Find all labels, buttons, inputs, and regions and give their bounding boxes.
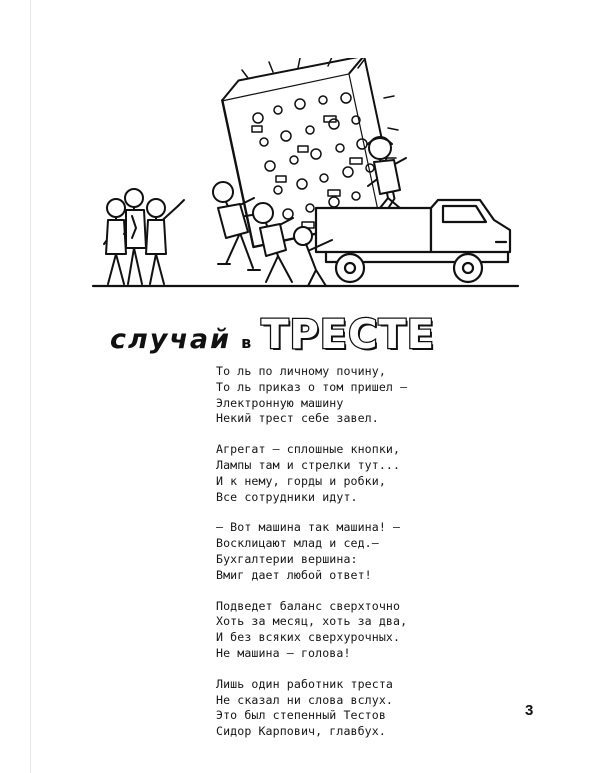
stanza: [216, 677, 516, 740]
poem-line: Сидор Карпович, главбух.: [216, 724, 386, 739]
poem-line: То ль приказ о том пришел —: [216, 379, 408, 394]
watching-group: [104, 189, 184, 284]
stanza: [216, 442, 516, 505]
poem-line: Лишь один работник треста: [216, 676, 394, 691]
poem-line: Не сказал ни слова вслух.: [216, 692, 394, 707]
poem-line: Хоть за месяц, хоть за два,: [216, 614, 408, 629]
stanza: [216, 599, 516, 662]
poem-body: [216, 364, 516, 755]
poem-line: Все сотрудники идут.: [216, 489, 358, 504]
poem-line: Некий трест себе завел.: [216, 411, 379, 426]
poem-line: — Вот машина так машина! —: [216, 520, 401, 535]
truck: [316, 200, 510, 282]
computer-truck-illustration: [88, 58, 523, 298]
poem-line: Это был степенный Тестов: [216, 708, 386, 723]
poem-line: Лампы там и стрелки тут...: [216, 457, 401, 472]
poem-line: Не машина — голова!: [216, 645, 351, 660]
poem-line: То ль по личному почину,: [216, 364, 386, 378]
title-part-case: случай: [110, 324, 232, 355]
poem-line: Вмиг дает любой ответ!: [216, 567, 372, 582]
page-edge: [30, 0, 31, 773]
poem-title: [110, 312, 490, 362]
title-part-in: в: [241, 333, 252, 352]
poem-line: Бухгалтерии вершина:: [216, 551, 358, 566]
stanza: [216, 364, 516, 427]
poem-line: И без всяких сверхурочных.: [216, 630, 401, 645]
stanza: [216, 520, 516, 583]
title-part-trust: ТРЕСТЕ: [261, 312, 436, 358]
poem-line: Подведет баланс сверхточно: [216, 598, 401, 613]
poem-line: Агрегат — сплошные кнопки,: [216, 442, 401, 457]
poem-line: Электронную машину: [216, 395, 344, 410]
poem-line: И к нему, горды и робки,: [216, 473, 386, 488]
poem-line: Восклицают млад и сед.—: [216, 536, 379, 551]
page-number: 3: [525, 702, 534, 719]
